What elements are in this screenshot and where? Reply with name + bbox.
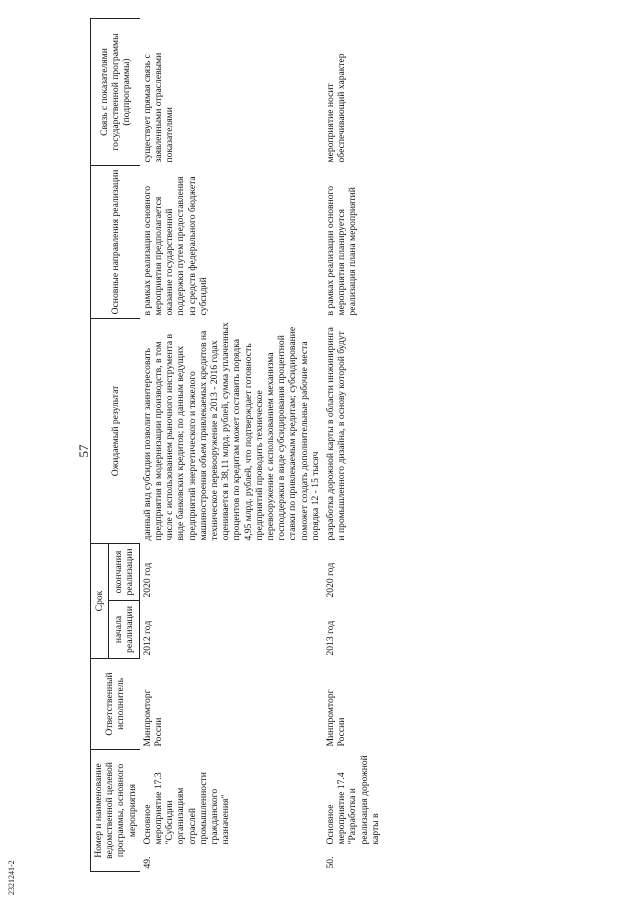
row-directions: в рамках реализации основного мероприятия предполагается оказание государственной поддержки путем предоставления из средств федерального бюджета субсидий	[141, 176, 209, 316]
header-expected-result: Ожидаемый результат	[91, 318, 140, 543]
row-expected-result: данный вид субсидии позволит заинтересовать предприятия в модернизации производств, в том числе с использованием рыночного инструмента в виде банковских кредитов; по данным ведущих предприятий энергетического и тяжелого машиностроения объем привлекаемых кредитов на техническое перевооружение в 2013 - 2016 годах оценивается в 38,11 млрд. рублей, сумма уплаченных процентов по кредитам может составить порядка 4,95 млрд. рублей, что подтверждает готовность предприятий проводить техническое перевооружение с использованием механизма господдержки в виде субсидирования процентной ставки по привлекаемым кредитам; субсидирование поможет создать дополнительные рабочие места порядка 12 - 15 тысяч	[141, 322, 321, 541]
table-row	[323, 18, 383, 871]
header-term: Срок	[91, 543, 109, 658]
row-term-start: 2013 год	[325, 620, 337, 656]
row-indicators-link: существует прямая связь с заявленными отраслевыми показателями	[141, 52, 176, 163]
row-indicators-link: мероприятие носит обеспечивающий характер	[325, 53, 348, 163]
document-code: 2321241-2	[7, 860, 16, 895]
row-term-start: 2012 год	[142, 620, 154, 656]
header-term-start: начала реализации	[109, 600, 140, 658]
row-executor: Минпромторг России	[141, 689, 165, 747]
row-number: 50.	[325, 856, 337, 869]
table-row	[140, 18, 323, 871]
header-executor: Ответственный исполнитель	[91, 658, 140, 749]
row-term-end: 2020 год	[142, 562, 154, 598]
program-table	[90, 18, 383, 872]
header-directions: Основные направления реализации	[91, 165, 140, 318]
header-indicators-link: Связь с показателями государственной программы (подпрограммы)	[91, 18, 140, 165]
row-expected-result: разработка дорожной карты в области инжиниринга и промышленного дизайна, в основу которой будут	[325, 327, 348, 541]
header-term-end: окончания реализации	[109, 543, 140, 600]
row-number: 49.	[141, 856, 153, 869]
row-program-name: Основное мероприятие 17.4 "Разработка и реализация дорожной карты в	[325, 755, 381, 845]
header-program-name: Номер и наименование ведомственной целевой программы, основного мероприятия	[91, 749, 140, 871]
row-program-name: Основное мероприятие 17.3 "Субсидии организациям отраслей промышленности гражданского назначения"	[141, 772, 232, 845]
page-number: 57	[76, 444, 91, 458]
row-executor: Минпромторг России	[325, 689, 348, 747]
row-term-end: 2020 год	[325, 562, 337, 598]
row-directions: в рамках реализации основного мероприятия планируется реализация плана мероприятий	[325, 185, 359, 316]
